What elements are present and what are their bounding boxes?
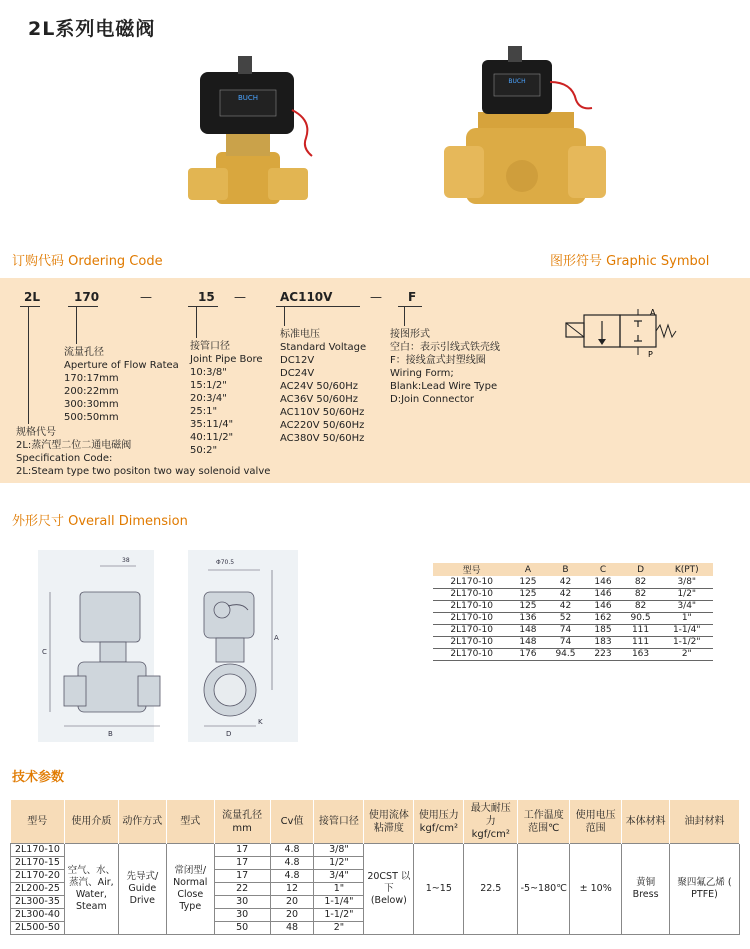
dim-cell: 82 xyxy=(634,576,647,587)
page-title: 2L系列电磁阀 xyxy=(28,18,156,40)
tech-port-cell: 1/2" xyxy=(314,857,364,870)
tech-model-cell: 2L170-15 xyxy=(11,857,65,870)
graphic-symbol xyxy=(560,305,710,365)
dim-header: C xyxy=(599,564,607,575)
dim-cell: 176 xyxy=(519,649,537,659)
dim-cell: 2" xyxy=(681,649,692,659)
tech-orifice-cell: 17 xyxy=(214,857,270,870)
tech-cv-cell: 20 xyxy=(270,896,314,909)
tech-cv-cell: 12 xyxy=(270,883,314,896)
dim-table-row xyxy=(433,648,713,660)
valve-photo-small xyxy=(180,50,320,210)
tech-port-cell: 3/4" xyxy=(314,870,364,883)
dim-table-row xyxy=(433,600,713,612)
port-p-label: P xyxy=(648,350,653,359)
dim-table-row xyxy=(433,636,713,648)
tech-header: 最大耐压力 kgf/cm² xyxy=(464,800,518,844)
joint-options: 接管口径 Joint Pipe Bore 10:3/8" 15:1/2" 20:3/4" 25:1" 35:11/4" 40:11/2" 50:2" xyxy=(190,341,263,456)
dim-cell: 94.5 xyxy=(555,649,576,659)
tech-orifice-cell: 50 xyxy=(214,922,270,935)
dim-cell: 74 xyxy=(559,637,572,647)
code-aperture: 170 xyxy=(74,290,100,304)
tech-port-cell: 1" xyxy=(314,883,364,896)
tech-orifice-cell: 30 xyxy=(214,896,270,909)
dim-38-label: 38 xyxy=(122,557,130,564)
tech-header: 使用电压 范围 xyxy=(570,800,622,844)
dim-cell: 111 xyxy=(631,625,650,635)
dim-cell: 42 xyxy=(559,589,572,599)
wiring-options: 接图形式 空白：表示引线式铁壳线 F：接线盒式封塑线圈 Wiring Form; Blank:Lead Wire Type D:Join Connector xyxy=(390,329,500,405)
tech-header: 油封材料 xyxy=(670,800,740,844)
dim-cell: 136 xyxy=(519,613,537,623)
dim-diameter-label: Φ70.5 xyxy=(216,559,235,566)
code-series: 2L xyxy=(24,290,40,304)
tech-model-cell: 2L500-50 xyxy=(11,922,65,935)
tech-type-cell: 常闭型/ Normal Close Type xyxy=(166,844,214,935)
dim-b-label: B xyxy=(108,730,113,738)
dim-header: D xyxy=(637,564,645,575)
dim-cell: 2L170-10 xyxy=(450,576,493,587)
tech-header: 使用压力 kgf/cm² xyxy=(414,800,464,844)
dim-cell: 163 xyxy=(631,649,650,659)
dim-cell: 1-1/4" xyxy=(672,625,701,635)
dim-cell: 2L170-10 xyxy=(450,649,493,659)
tech-temp-cell: -5~180℃ xyxy=(518,844,570,935)
dim-cell: 1/2" xyxy=(677,589,697,599)
port-a-label: A xyxy=(650,308,656,317)
code-wiring: F xyxy=(408,290,417,304)
tech-max-pressure-cell: 22.5 xyxy=(464,844,518,935)
dim-a-label: A xyxy=(274,634,279,642)
dim-cell: 125 xyxy=(519,576,537,587)
tech-model-cell: 2L170-20 xyxy=(11,870,65,883)
voltage-options: 标准电压 Standard Voltage DC12V DC24V AC24V 50/60Hz AC36V 50/60Hz AC110V 50/60Hz AC220V 50/60Hz AC380V 50/60Hz xyxy=(280,329,367,444)
dim-cell: 2L170-10 xyxy=(450,613,493,623)
dim-cell: 223 xyxy=(594,649,612,659)
tech-orifice-cell: 17 xyxy=(214,870,270,883)
tech-voltage-cell: ± 10% xyxy=(570,844,622,935)
tech-header: 型式 xyxy=(166,800,214,844)
tech-cv-cell: 4.8 xyxy=(270,844,314,857)
code-separator: — xyxy=(370,290,382,304)
dim-cell: 82 xyxy=(634,589,647,599)
valve-photo-large xyxy=(438,42,608,217)
tech-model-cell: 2L200-25 xyxy=(11,883,65,896)
dim-cell: 2L170-10 xyxy=(450,637,493,647)
dim-cell: 146 xyxy=(594,589,612,599)
aperture-options: 流量孔径 Aperture of Flow Ratea 170:17mm 200:22mm 300:30mm 500:50mm xyxy=(64,347,179,423)
tech-header: Cv值 xyxy=(270,800,314,844)
code-joint: 15 xyxy=(198,290,215,304)
dim-cell: 148 xyxy=(519,625,537,635)
dim-table-row xyxy=(433,588,713,600)
dim-cell: 42 xyxy=(559,576,572,587)
dim-d-label: D xyxy=(226,730,232,738)
tech-port-cell: 1-1/4" xyxy=(314,896,364,909)
tech-header: 使用流体 粘滞度 xyxy=(364,800,414,844)
tech-params-heading: 技术参数 xyxy=(12,770,65,785)
dim-cell: 185 xyxy=(594,625,612,635)
dim-table-row xyxy=(433,576,713,588)
tech-header: 工作温度 范围℃ xyxy=(518,800,570,844)
dim-cell: 1-1/2" xyxy=(672,637,701,647)
tech-orifice-cell: 30 xyxy=(214,909,270,922)
dim-header: A xyxy=(524,564,532,575)
dim-cell: 125 xyxy=(519,601,537,611)
dim-cell: 2L170-10 xyxy=(450,589,493,599)
dim-cell: 3/8" xyxy=(677,576,697,587)
dim-cell: 146 xyxy=(594,601,612,611)
dim-cell: 1" xyxy=(681,613,692,623)
tech-viscosity-cell: 20CST 以下 (Below) xyxy=(364,844,414,935)
tech-action-cell: 先导式/ Guide Drive xyxy=(118,844,166,935)
tech-medium-cell: 空气、水、蒸汽、Air, Water, Steam xyxy=(64,844,118,935)
dim-header: 型号 xyxy=(462,566,481,576)
tech-port-cell: 3/8" xyxy=(314,844,364,857)
ordering-code-heading: 订购代码 Ordering Code xyxy=(12,254,163,269)
dim-cell: 111 xyxy=(631,637,650,647)
tech-header: 流量孔径 mm xyxy=(214,800,270,844)
brand-label: BUCH xyxy=(508,78,526,85)
tech-model-cell: 2L300-35 xyxy=(11,896,65,909)
brand-label: BUCH xyxy=(237,94,259,102)
tech-orifice-cell: 22 xyxy=(214,883,270,896)
tech-port-cell: 1-1/2" xyxy=(314,909,364,922)
dim-cell: 148 xyxy=(519,637,537,647)
dim-cell: 42 xyxy=(559,601,572,611)
spec-code: 规格代号 2L:蒸汽型二位二通电磁阀 Specification Code: 2L:Steam type two positon two way solenoid valve xyxy=(16,427,271,477)
dim-cell: 2L170-10 xyxy=(450,625,493,635)
dim-cell: 183 xyxy=(594,637,612,647)
tech-header: 型号 xyxy=(11,800,65,844)
tech-orifice-cell: 17 xyxy=(214,844,270,857)
dim-table-row xyxy=(433,624,713,636)
tech-pressure-cell: 1~15 xyxy=(414,844,464,935)
tech-model-cell: 2L170-10 xyxy=(11,844,65,857)
code-separator: — xyxy=(234,290,246,304)
dim-cell: 82 xyxy=(634,601,647,611)
tech-cv-cell: 4.8 xyxy=(270,857,314,870)
dim-cell: 3/4" xyxy=(677,601,697,611)
tech-cv-cell: 4.8 xyxy=(270,870,314,883)
tech-header: 动作方式 xyxy=(118,800,166,844)
tech-table xyxy=(10,800,740,935)
dimension-drawing xyxy=(38,550,298,745)
tech-header: 接管口径 xyxy=(314,800,364,844)
dim-cell: 146 xyxy=(594,576,612,587)
tech-model-cell: 2L300-40 xyxy=(11,909,65,922)
dim-k-label: K xyxy=(258,718,263,726)
tech-header: 本体材料 xyxy=(622,800,670,844)
code-separator: — xyxy=(140,290,152,304)
tech-seal-cell: 聚四氟乙烯 ( PTFE) xyxy=(670,844,740,935)
dim-cell: 52 xyxy=(559,613,572,623)
dim-header: K(PT) xyxy=(674,564,699,575)
tech-port-cell: 2" xyxy=(314,922,364,935)
dim-header: B xyxy=(562,564,569,575)
dim-c-label: C xyxy=(42,648,47,656)
dim-cell: 125 xyxy=(519,589,537,599)
dim-cell: 90.5 xyxy=(630,613,651,623)
graphic-symbol-heading: 图形符号 Graphic Symbol xyxy=(550,254,710,269)
dimension-table xyxy=(433,563,713,661)
tech-body-cell: 黄铜 Bress xyxy=(622,844,670,935)
overall-dimension-heading: 外形尺寸 Overall Dimension xyxy=(12,514,188,529)
tech-header: 使用介质 xyxy=(64,800,118,844)
dim-table-row xyxy=(433,612,713,624)
dim-cell: 2L170-10 xyxy=(450,601,493,611)
code-voltage: AC110V xyxy=(280,290,333,304)
dim-cell: 74 xyxy=(559,625,572,635)
tech-cv-cell: 48 xyxy=(270,922,314,935)
dim-cell: 162 xyxy=(594,613,612,623)
tech-cv-cell: 20 xyxy=(270,909,314,922)
tech-table-row xyxy=(11,844,740,857)
